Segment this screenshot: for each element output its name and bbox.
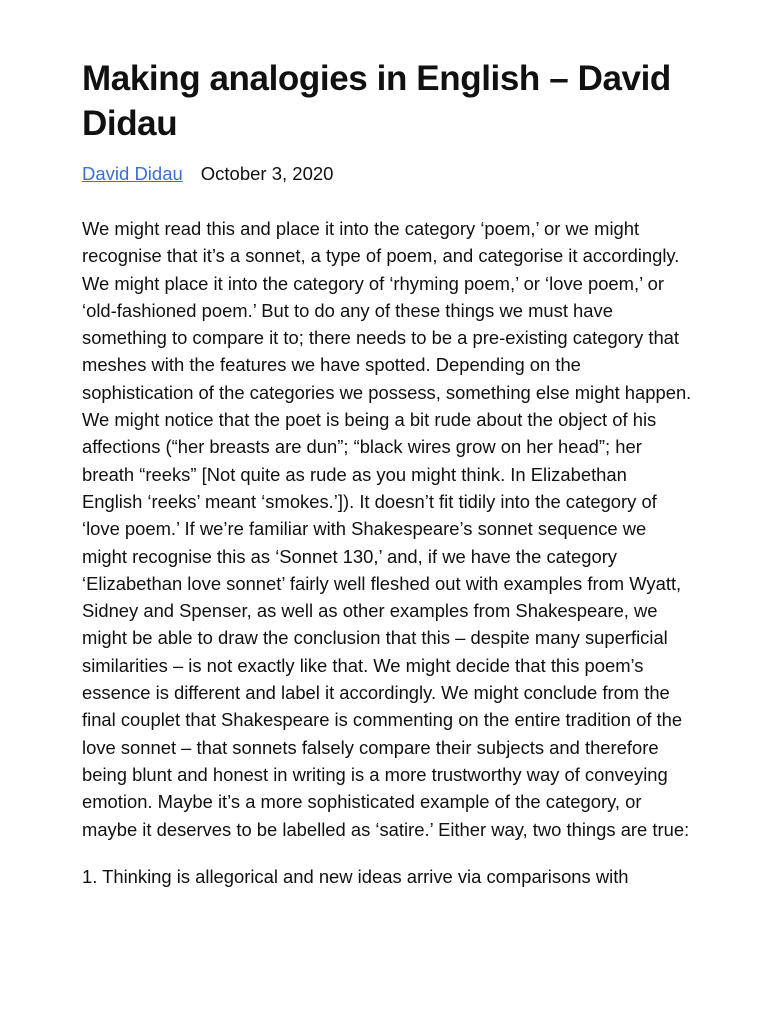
- article-meta: [82, 162, 692, 186]
- author-link[interactable]: David Didau: [82, 163, 183, 184]
- publish-date: October 3, 2020: [200, 163, 334, 184]
- article: [82, 56, 692, 890]
- page-title: Making analogies in English – David Didau: [82, 59, 671, 143]
- body-paragraph: We might read this and place it into the category ‘poem,’ or we might recognise that it’s a sonnet, a type of poem, and categorise it accordingly. We might place it into the category of ‘rhyming poem,’ or ‘love poem,’ or ‘old-fashioned poem.’ But to do any of these things we must have something to compare it to; there needs to be a pre-existing category that meshes with the features we have spotted. Depending on the sophistication of the categories we possess, something else might happen. We might notice that the poet is being a bit rude about the object of his affections (“her breasts are dun”; “black wires grow on her head”; her breath “reeks” [Not quite as rude as you might think. In Elizabethan English ‘reeks’ meant ‘smokes.’]). It doesn’t fit tidily into the category of ‘love poem.’ If we’re familiar with Shakespeare’s sonnet sequence we might recognise this as ‘Sonnet 130,’ and, if we have the category ‘Elizabethan love sonnet’ fairly well fleshed out with examples from Wyatt, Sidney and Spenser, as well as other examples from Shakespeare, we might be able to draw the conclusion that this – despite many superficial similarities – is not exactly like that. We might decide that this poem’s essence is different and label it accordingly. We might conclude from the final couplet that Shakespeare is commenting on the entire tradition of the love sonnet – that sonnets falsely compare their subjects and therefore being blunt and honest in writing is a more trustworthy way of conveying emotion. Maybe it’s a more sophisticated example of the category, or maybe it deserves to be labelled as ‘satire.’ Either way, two things are true:: [82, 218, 692, 840]
- list-item: 1. Thinking is allegorical and new ideas arrive via comparisons with: [82, 865, 629, 887]
